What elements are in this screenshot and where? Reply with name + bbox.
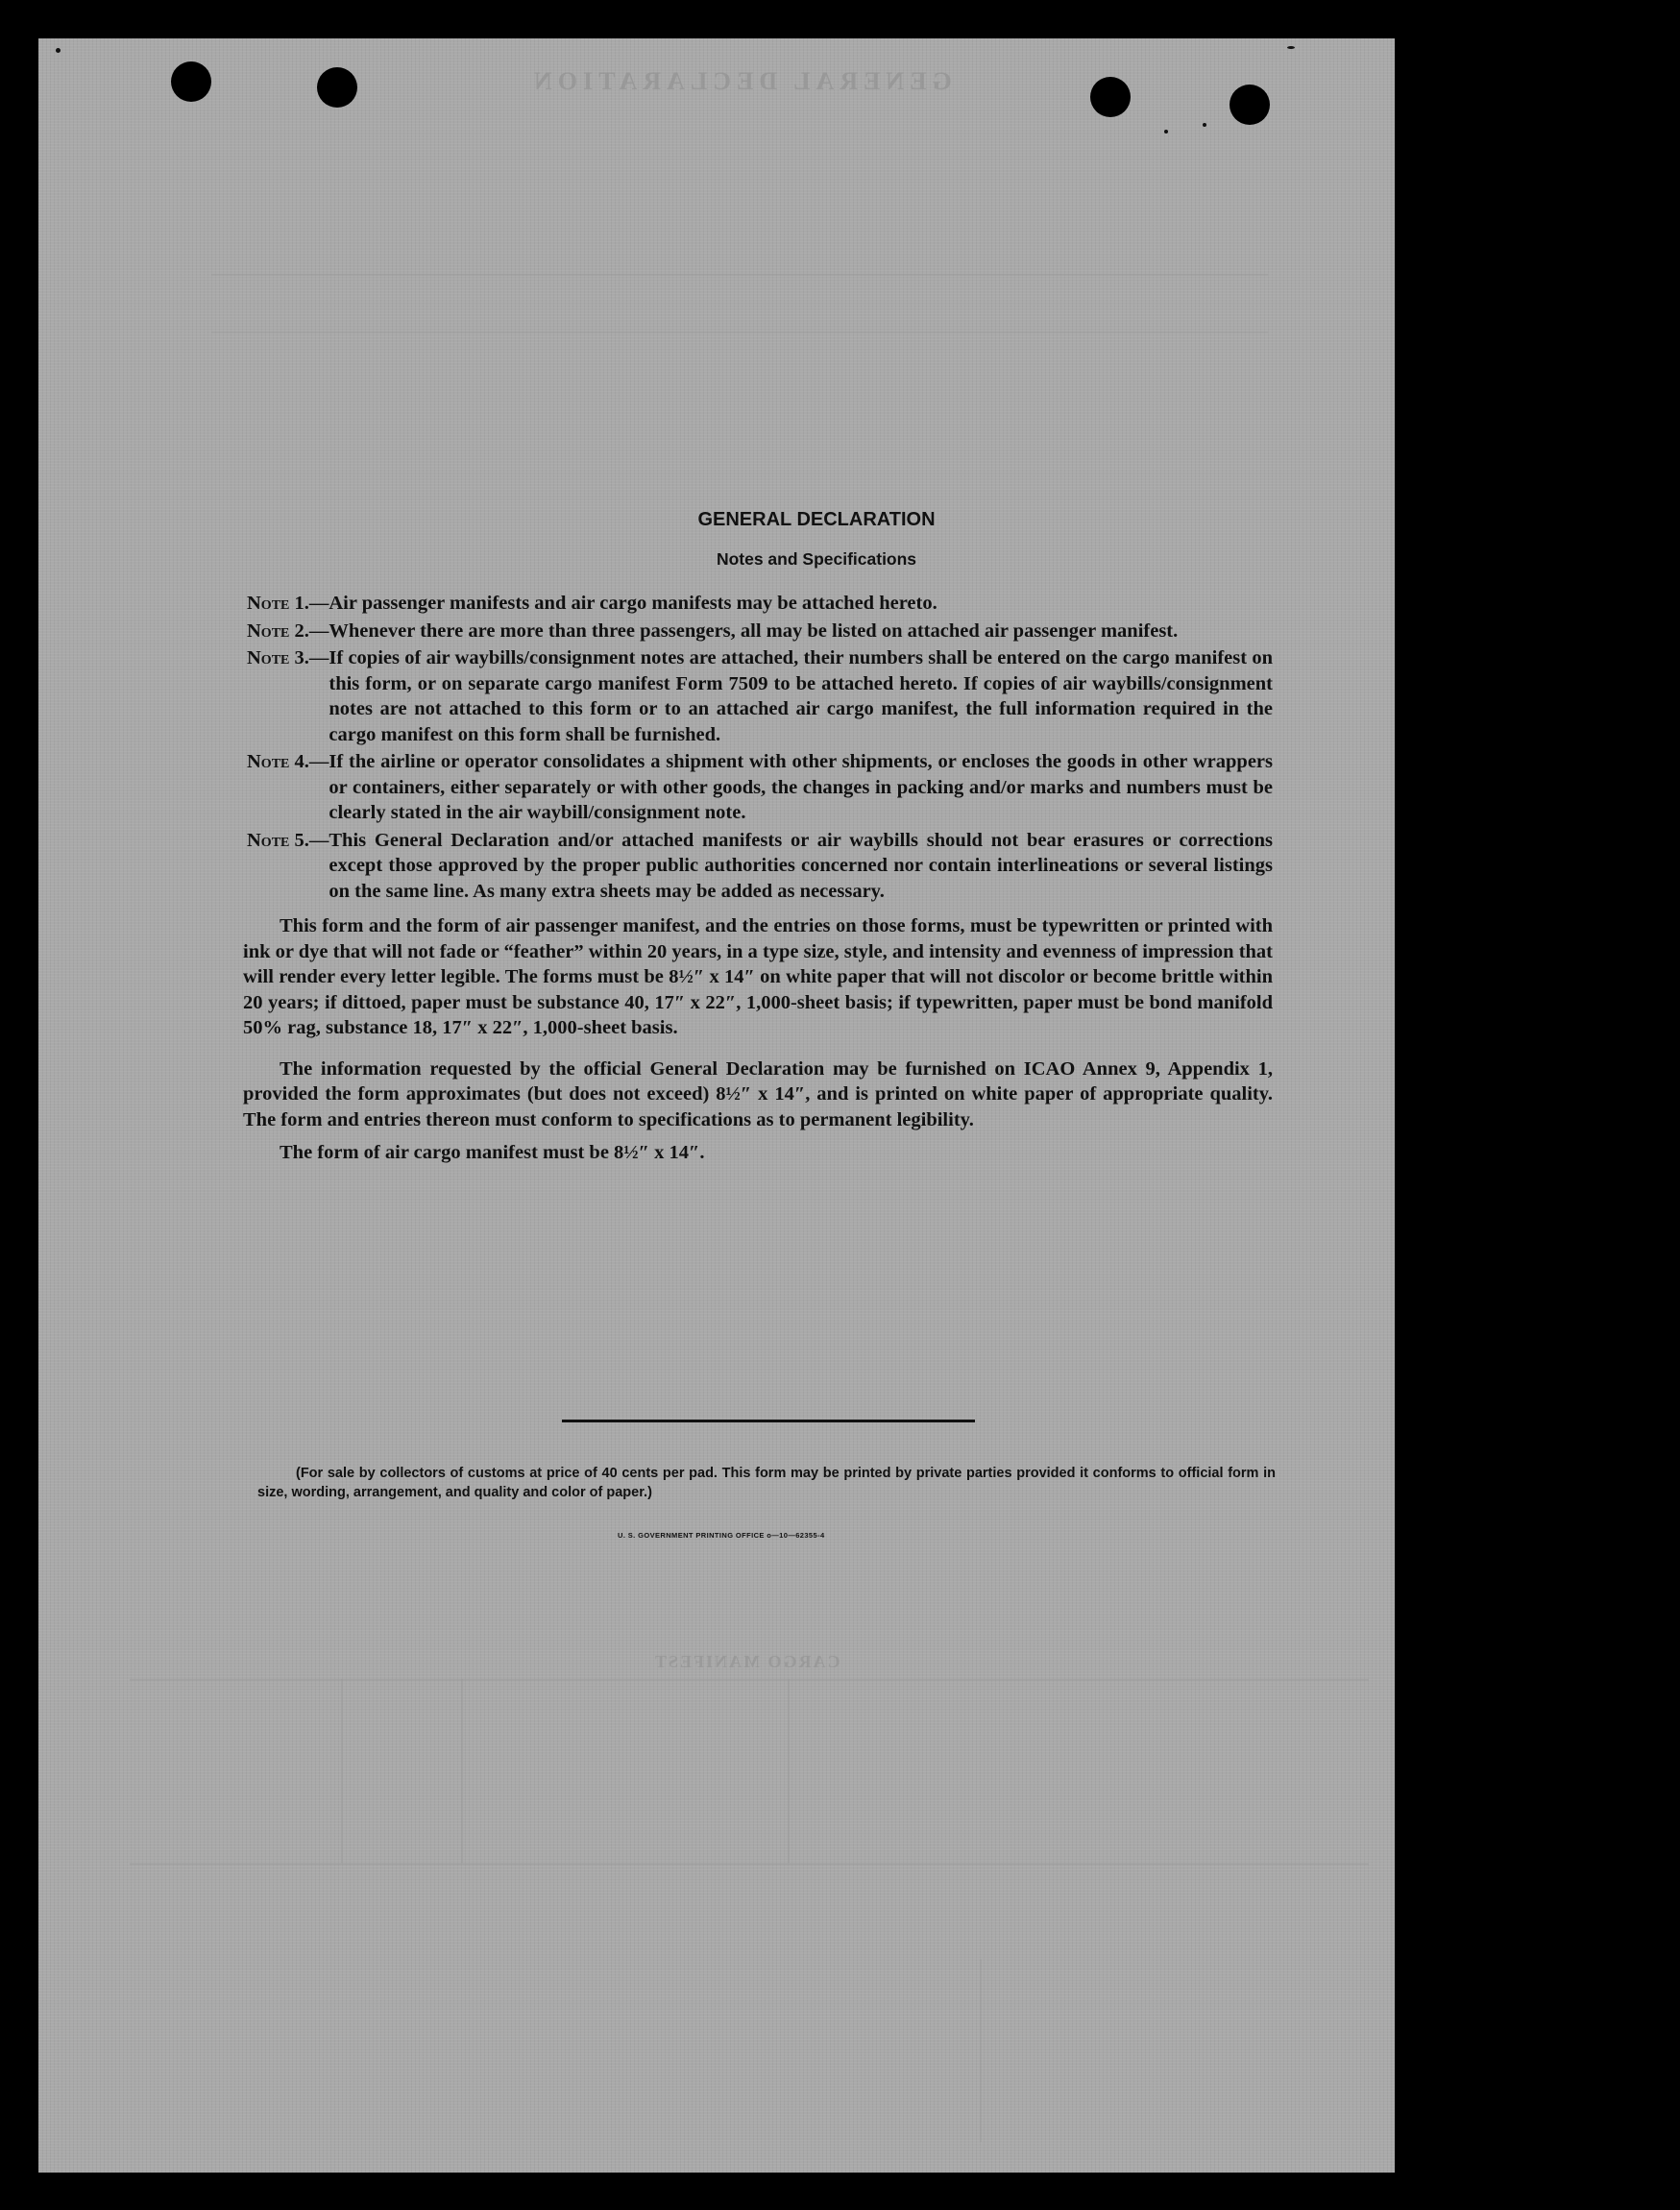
divider-rule xyxy=(562,1420,975,1422)
note-4 xyxy=(207,749,1273,826)
note-label: Note 5. xyxy=(247,829,309,851)
note-text: If the airline or operator consolidates a shipment with other shipments, or encloses the goods in other wrappers or containers, either separately or with other goods, the changes in packing and/or marks and numbers must be clearly stated in the air waybill/consignment note. xyxy=(329,751,1273,823)
bleed-through-table-col xyxy=(788,1679,790,1863)
note-text: This General Declaration and/or attached manifests or air waybills should not bear erasures or corrections except those approved by the proper public authorities concerned nor contain interlineations or several listings on the same line. As many extra sheets may be added as necessary. xyxy=(329,829,1273,902)
sale-footnote: (For sale by collectors of customs at price of 40 cents per pad. This form may be printed by private parties provided it conforms to official form in size, wording, arrangement, and quality and color of paper.) xyxy=(257,1466,1276,1500)
note-label: Note 3. xyxy=(247,647,309,668)
note-5 xyxy=(207,828,1273,905)
bleed-through-title: GENERAL DECLARATION xyxy=(528,67,952,95)
note-dash: — xyxy=(308,647,329,668)
note-dash: — xyxy=(308,751,329,772)
bleed-through-table-col xyxy=(461,1679,463,1863)
speck xyxy=(1203,123,1206,127)
note-label: Note 1. xyxy=(247,593,309,614)
note-1 xyxy=(207,591,1273,617)
note-dash: — xyxy=(308,593,329,614)
speck xyxy=(1164,130,1168,134)
note-label: Note 4. xyxy=(247,751,309,772)
punch-hole-right-1 xyxy=(1090,77,1131,117)
page-subtitle: Notes and Specifications xyxy=(716,548,917,569)
bleed-through-table-rule xyxy=(130,1863,1369,1865)
note-dash: — xyxy=(308,619,329,642)
bleed-through-table-rule xyxy=(130,1679,1369,1681)
note-text: If copies of air waybills/consignment notes are attached, their numbers shall be entered on the cargo manifest on this form, or on separate cargo manifest Form 7509 to be attached hereto. If copies of air waybills/consignment notes are not attached to this form or to an attached air cargo manifest, the full information required in the cargo manifest on this form shall be furnished. xyxy=(329,647,1273,745)
note-label: Note 2. xyxy=(247,619,309,642)
note-text: Whenever there are more than three passengers, all may be listed on attached air passenger manifest. xyxy=(329,619,1179,642)
page-title: GENERAL DECLARATION xyxy=(697,509,936,530)
bleed-through-cargo-header: CARGO MANIFEST xyxy=(653,1652,840,1671)
notes-section xyxy=(207,461,1273,1166)
bleed-through-rule xyxy=(211,274,1268,276)
punch-hole-right-2 xyxy=(1230,85,1270,125)
note-3 xyxy=(207,645,1273,747)
bleed-through-box xyxy=(980,1959,982,2142)
document-page xyxy=(38,38,1395,2173)
note-2 xyxy=(207,619,1273,644)
speck xyxy=(1287,46,1295,49)
printer-imprint: U. S. GOVERNMENT PRINTING OFFICE o—10—62355-4 xyxy=(618,1531,825,1540)
note-dash: — xyxy=(308,829,329,851)
note-text: Air passenger manifests and air cargo manifests may be attached hereto. xyxy=(329,593,937,614)
bleed-through-rule xyxy=(211,331,1268,333)
cargo-manifest-size-line: The form of air cargo manifest must be 8½″ x 14″. xyxy=(280,1142,705,1163)
speck xyxy=(56,48,61,53)
specification-paragraph: This form and the form of air passenger manifest, and the entries on those forms, must be typewritten or printed with ink or dye that will not fade or “feather” within 20 years, in a type size, style, and intensity and evenness of impression that will render every letter legible. The forms must be 8½″ x 14″ on white paper that will not discolor or become brittle within 20 years; if dittoed, paper must be substance 40, 17″ x 22″, 1,000-sheet basis; if typewritten, paper must be bond manifold 50% rag, substance 18, 17″ x 22″, 1,000-sheet basis. xyxy=(243,915,1273,1038)
punch-hole-left-2 xyxy=(317,67,357,108)
icao-paragraph: The information requested by the official General Declaration may be furnished on ICAO Annex 9, Appendix 1, provided the form approximates (but does not exceed) 8½″ x 14″, and is printed on white paper of appropriate quality. The form and entries thereon must conform to specifications as to permanent legibility. xyxy=(243,1057,1273,1130)
punch-hole-left-1 xyxy=(171,61,211,102)
bleed-through-table-col xyxy=(341,1679,343,1863)
